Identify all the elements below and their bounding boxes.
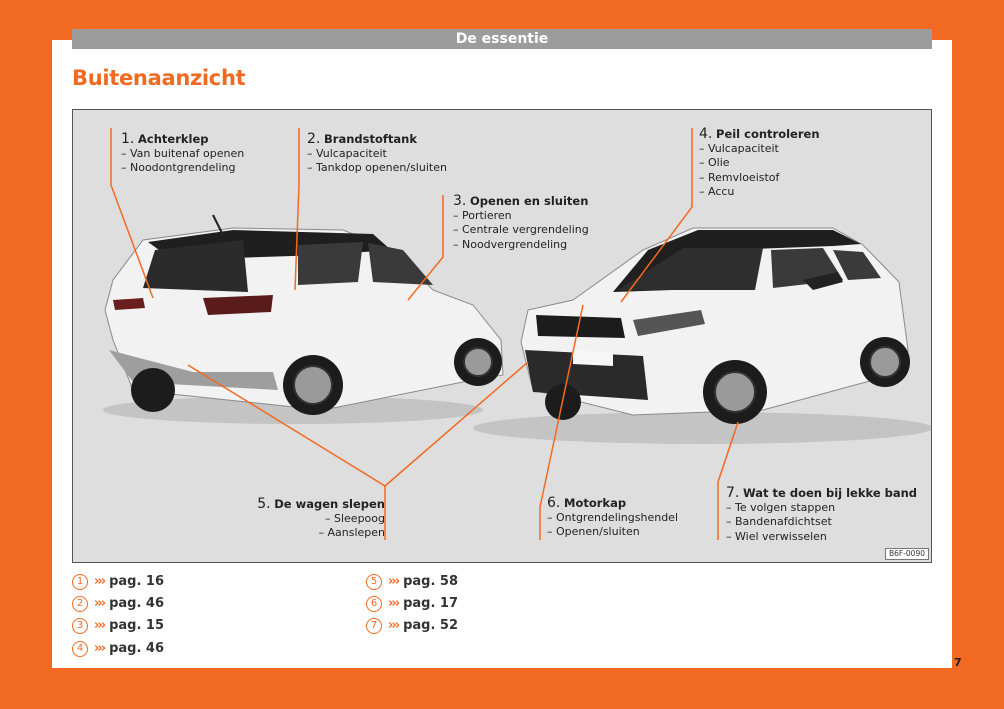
callout-6-motorkap: 6. Motorkap – Ontgrendelingshendel – Openen/sluiten [547, 495, 679, 538]
reference-5[interactable]: 5 ››› pag. 58 [366, 572, 458, 592]
reference-2[interactable]: 2 ››› pag. 46 [72, 594, 164, 614]
callout-5-de-wagen-slepen: 5. De wagen slepen – Sleepoog – Aanslepen [257, 496, 385, 539]
callout-4-peil-controleren: 4. Peil controleren – Vulcapaciteit – Olie – Remvloeistof – Accu [699, 126, 820, 198]
reference-7[interactable]: 7 ››› pag. 52 [366, 616, 458, 636]
reference-4[interactable]: 4 ››› pag. 46 [72, 639, 164, 659]
callout-3-openen-en-sluiten: 3. Openen en sluiten – Portieren – Centrale vergrendeling – Noodvergrendeling [453, 193, 589, 251]
reference-3[interactable]: 3 ››› pag. 15 [72, 616, 164, 636]
exterior-figure [72, 109, 932, 563]
callout-2-brandstoftank: 2. Brandstoftank – Vulcapaciteit – Tankdop openen/sluiten [307, 131, 447, 174]
reference-1[interactable]: 1 ››› pag. 16 [72, 572, 164, 592]
front-car-illustration [521, 228, 910, 424]
callout-7-lekke-band: 7. Wat te doen bij lekke band – Te volgen stappen – Bandenafdichtset – Wiel verwisselen [726, 485, 918, 543]
figure-code: B6F-0090 [885, 548, 929, 560]
callout-1-achterklep: 1. Achterklep – Van buitenaf openen – Noodontgrendeling [121, 131, 245, 174]
page-title: Buitenaanzicht [72, 66, 246, 90]
section-header: De essentie [72, 29, 932, 49]
page-number: 7 [954, 656, 962, 669]
reference-6[interactable]: 6 ››› pag. 17 [366, 594, 458, 614]
